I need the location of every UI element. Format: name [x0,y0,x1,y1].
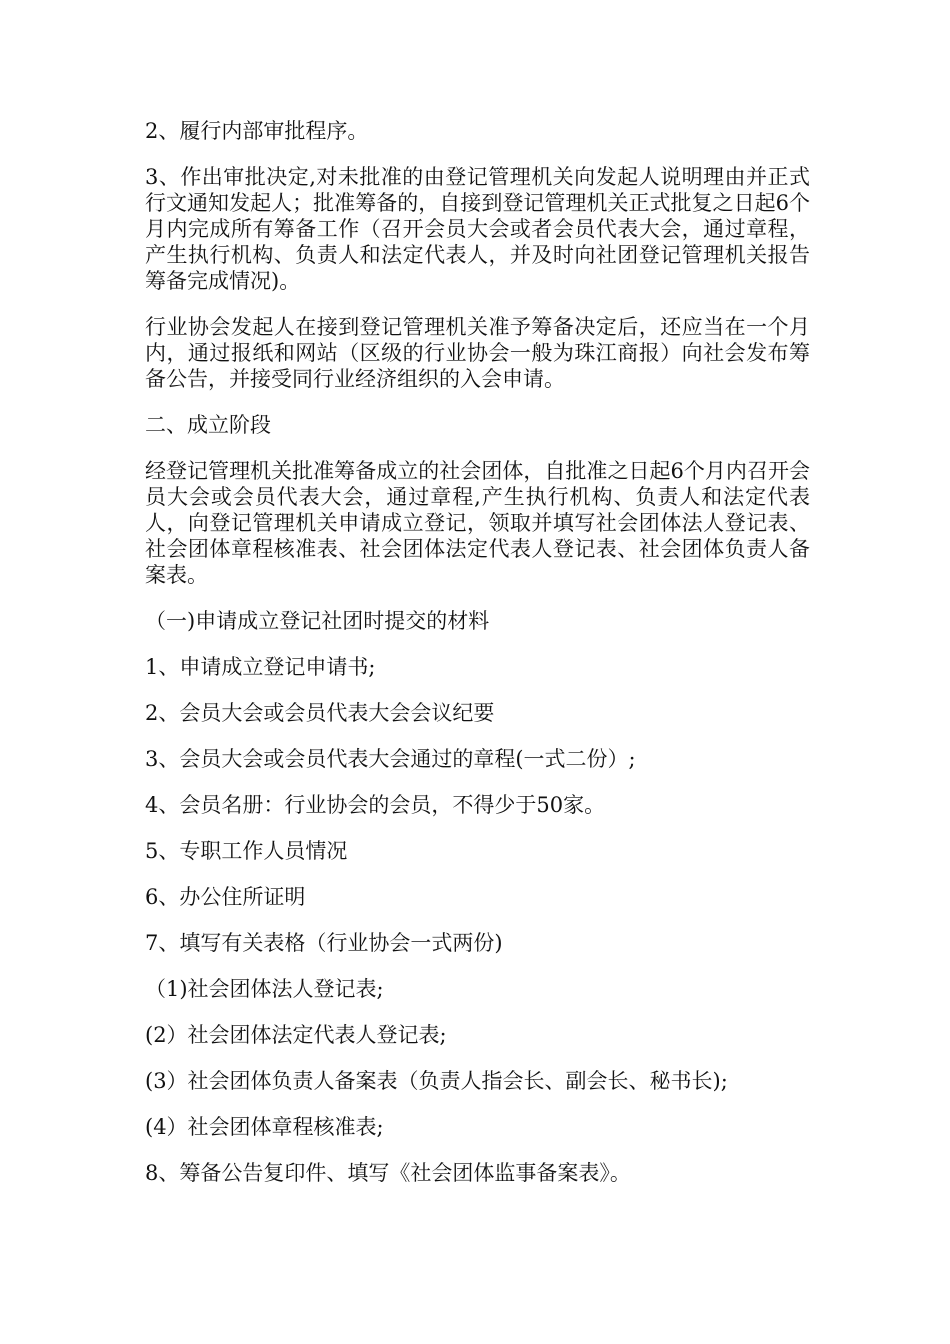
sub-item-2: (2）社会团体法定代表人登记表; [145,1023,447,1047]
list-item-6: 6、办公住所证明 [145,885,306,909]
paragraph-establishment: 经登记管理机关批准筹备成立的社会团体，自批准之日起6个月内召开会员大会或会员代表大会，通过章程,产生执行机构、负责人和法定代表人，向登记管理机关申请成立登记，领取并填写社会团体法人登记表、社会团体章程核准表、社会团体法定代表人登记表、社会团体负责人备案表。 [145,459,810,587]
list-item-4: 4、会员名册：行业协会的会员，不得少于50家。 [145,793,606,817]
sub-item-4: (4）社会团体章程核准表; [145,1115,384,1139]
document-body [145,118,810,1206]
paragraph-announcement: 行业协会发起人在接到登记管理机关准予筹备决定后，还应当在一个月内，通过报纸和网站（区级的行业协会一般为珠江商报）向社会发布筹备公告，并接受同行业经济组织的入会申请。 [145,315,810,391]
subheading-materials: （一)申请成立登记社团时提交的材料 [145,609,490,633]
list-item-8: 8、筹备公告复印件、填写《社会团体监事备案表》。 [145,1161,631,1185]
list-item-7: 7、填写有关表格（行业协会一式两份) [145,931,503,955]
section-heading-establishment: 二、成立阶段 [145,413,271,437]
paragraph-step-3: 3、作出审批决定,对未批准的由登记管理机关向发起人说明理由并正式行文通知发起人；批准筹备的，自接到登记管理机关正式批复之日起6个月内完成所有筹备工作（召开会员大会或者会员代表大会，通过章程，产生执行机构、负责人和法定代表人，并及时向社团登记管理机关报告筹备完成情况)。 [145,165,810,293]
sub-item-3: (3）社会团体负责人备案表（负责人指会长、副会长、秘书长); [145,1069,728,1093]
list-item-2: 2、会员大会或会员代表大会会议纪要 [145,701,495,725]
paragraph-step-2: 2、履行内部审批程序。 [145,119,369,143]
list-item-5: 5、专职工作人员情况 [145,839,348,863]
list-item-1: 1、申请成立登记申请书; [145,655,376,679]
sub-item-1: （1)社会团体法人登记表; [145,977,384,1001]
list-item-3: 3、会员大会或会员代表大会通过的章程(一式二份）; [145,747,636,771]
